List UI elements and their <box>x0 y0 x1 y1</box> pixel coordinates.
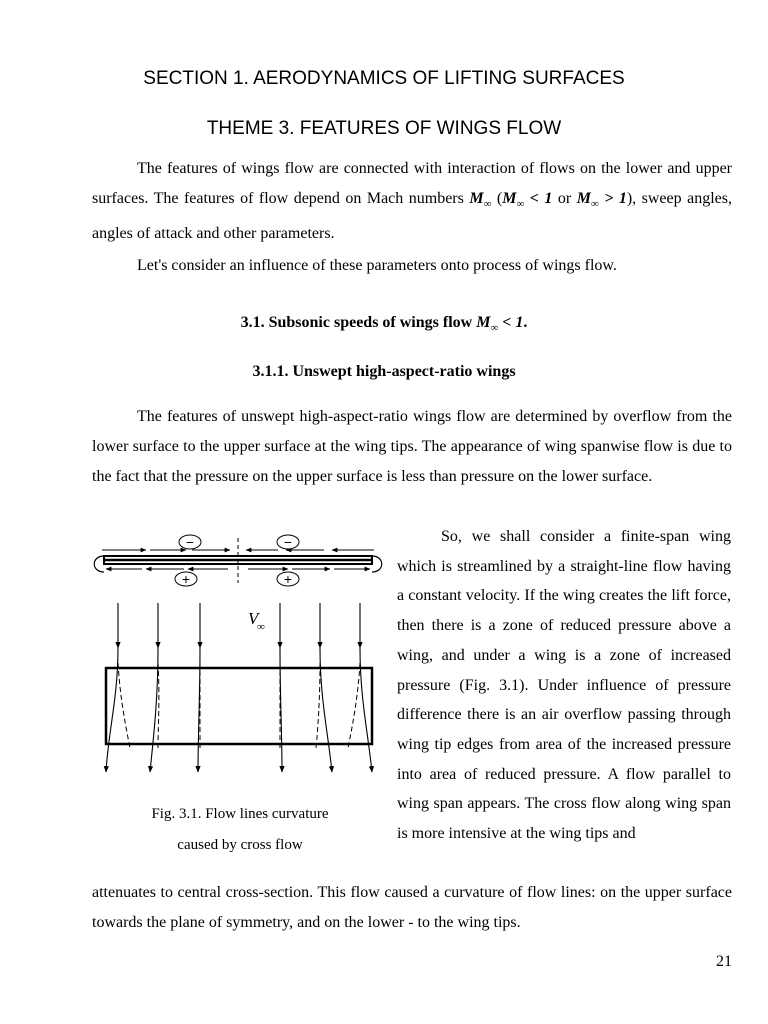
theme-title: THEME 3. FEATURES OF WINGS FLOW <box>206 118 562 139</box>
wing-plan-view <box>106 603 372 772</box>
page-number: 21 <box>716 953 732 970</box>
low-pressure-marker <box>277 534 299 550</box>
section-title: SECTION 1. AERODYNAMICS OF LIFTING SURFACES <box>143 68 625 89</box>
figure-caption-line-1: Fig. 3.1. Flow lines curvature <box>151 806 329 822</box>
svg-text:−: − <box>283 534 293 550</box>
high-pressure-marker <box>175 571 197 587</box>
subsubsection-title: 3.1.1. Unswept high-aspect-ratio wings <box>252 363 516 380</box>
wing-section-view <box>94 534 382 587</box>
svg-text:+: + <box>283 571 293 587</box>
subsection-title: 3.1. Subsonic speeds of wings flow $M_\infty < 1$. <box>240 314 528 335</box>
velocity-subscript: ∞ <box>257 621 265 633</box>
velocity-label: V <box>248 609 259 628</box>
intro-paragraph: The features of wings flow are connected with interaction of flows on the lower and upper surfaces. The features of flow depend on Mach numbers $M_\infty$ ($M_\infty < 1$ or $M_\infty > 1$), sweep angles, angles of attack and other parameters. <box>92 160 732 243</box>
body-paragraph-1: The features of unswept high-aspect-ratio wings flow are determined by overflow from the lower surface to the upper surface at the wing tips. The appearance of wing spanwise flow is due to the fact that the pressure on the upper surface is less than pressure on the lower surface. <box>92 408 732 485</box>
figure-caption-line-2: caused by cross flow <box>177 837 303 853</box>
body-paragraph-2-wide: attenuates to central cross-section. This flow caused a curvature of flow lines: on the upper surface towards the plane of symmetry, and on the lower - to the wing tips. <box>92 884 732 931</box>
low-pressure-marker <box>179 534 201 550</box>
svg-text:−: − <box>185 534 195 550</box>
body-paragraph-2-side: So, we shall consider a finite-span wing which is streamlined by a straight-line flow having a constant velocity. If the wing creates the lift force, then there is a zone of reduced pressure above a wing, and under a wing is a zone of increased pressure (Fig. 3.1). Under influence of pressure difference there is an air overflow passing through wing tip edges from area of the increased pressure into area of reduced pressure. A flow parallel to wing span appears. The cross flow along wing span is more intensive at the wing tips and <box>397 528 731 843</box>
high-pressure-marker <box>277 571 299 587</box>
svg-text:+: + <box>181 571 191 587</box>
wing-flow-figure <box>88 528 388 778</box>
intro-paragraph-2: Let's consider an influence of these parameters onto process of wings flow. <box>137 257 617 274</box>
